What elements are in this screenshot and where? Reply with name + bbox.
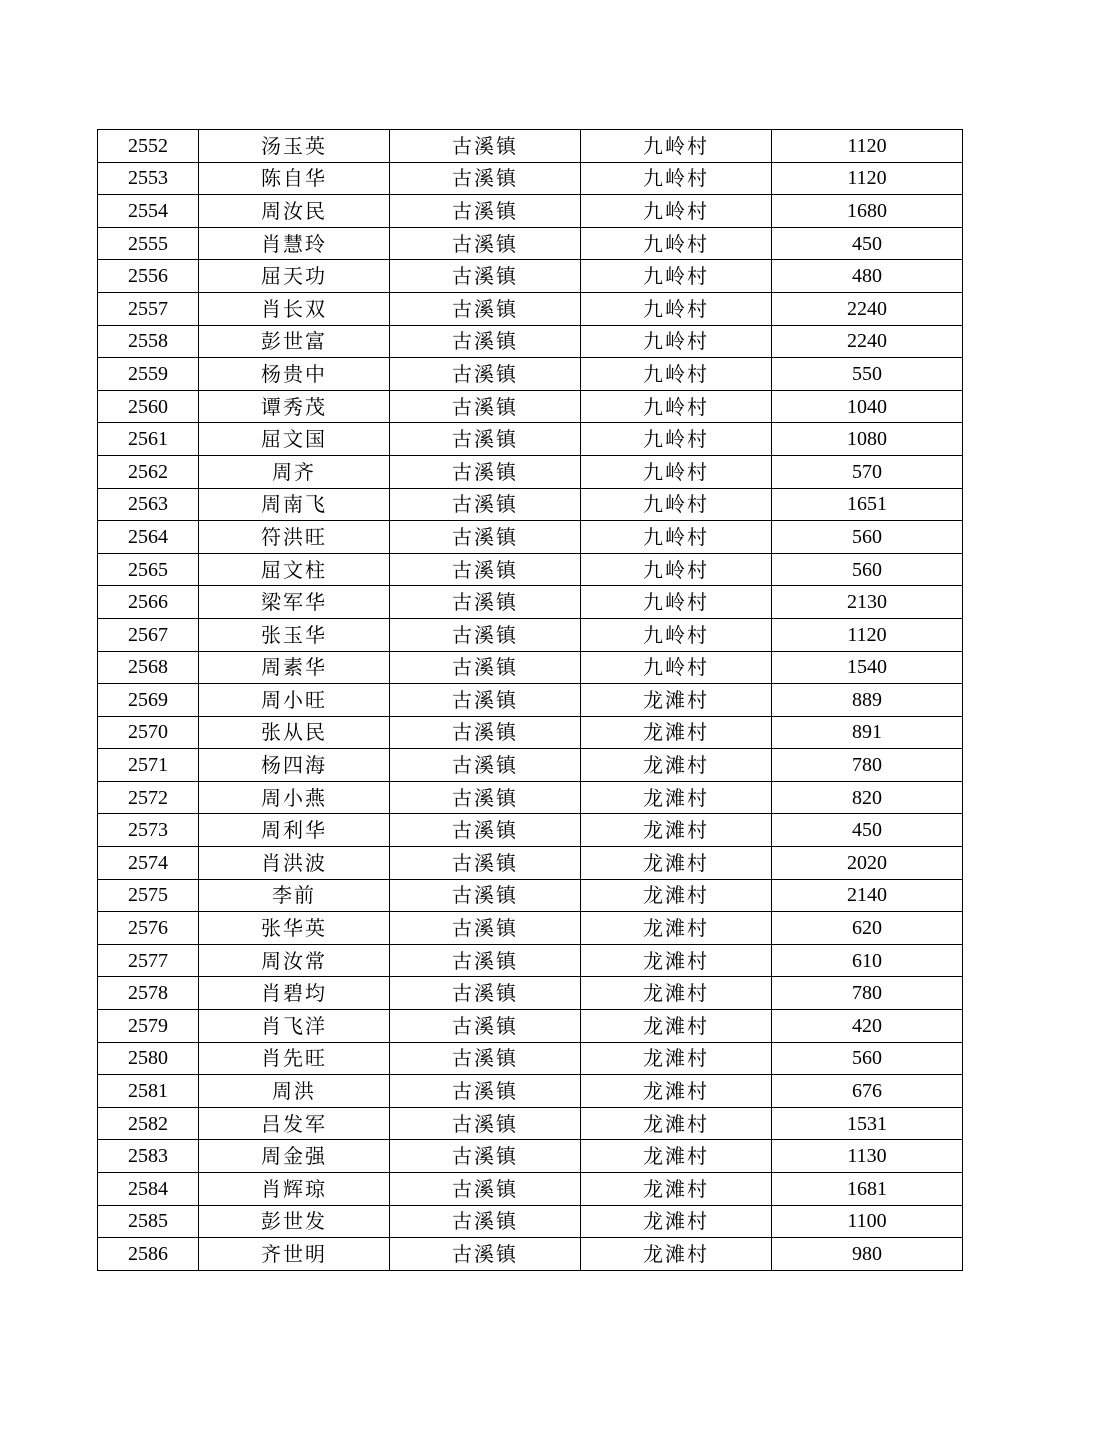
- row-number-cell: 2552: [98, 130, 199, 163]
- amount-cell: 610: [772, 944, 963, 977]
- amount-cell: 1120: [772, 130, 963, 163]
- row-number-cell: 2577: [98, 944, 199, 977]
- town-cell: 古溪镇: [390, 847, 581, 880]
- row-number-cell: 2562: [98, 455, 199, 488]
- row-number-cell: 2585: [98, 1205, 199, 1238]
- table-row: [98, 684, 963, 717]
- name-cell: 周汝民: [199, 195, 390, 228]
- village-cell: 龙滩村: [581, 716, 772, 749]
- town-cell: 古溪镇: [390, 488, 581, 521]
- town-cell: 古溪镇: [390, 1173, 581, 1206]
- table-row: [98, 618, 963, 651]
- amount-cell: 2140: [772, 879, 963, 912]
- name-cell: 张华英: [199, 912, 390, 945]
- row-number-cell: 2573: [98, 814, 199, 847]
- village-cell: 九岭村: [581, 130, 772, 163]
- table-row: [98, 912, 963, 945]
- name-cell: 杨贵中: [199, 358, 390, 391]
- amount-cell: 1531: [772, 1107, 963, 1140]
- name-cell: 梁军华: [199, 586, 390, 619]
- table-row: [98, 130, 963, 163]
- town-cell: 古溪镇: [390, 423, 581, 456]
- row-number-cell: 2582: [98, 1107, 199, 1140]
- amount-cell: 2130: [772, 586, 963, 619]
- town-cell: 古溪镇: [390, 553, 581, 586]
- row-number-cell: 2578: [98, 977, 199, 1010]
- village-cell: 龙滩村: [581, 1107, 772, 1140]
- name-cell: 屈文国: [199, 423, 390, 456]
- village-cell: 九岭村: [581, 195, 772, 228]
- town-cell: 古溪镇: [390, 586, 581, 619]
- table-row: [98, 1173, 963, 1206]
- amount-cell: 480: [772, 260, 963, 293]
- row-number-cell: 2558: [98, 325, 199, 358]
- town-cell: 古溪镇: [390, 651, 581, 684]
- table-row: [98, 1205, 963, 1238]
- town-cell: 古溪镇: [390, 1107, 581, 1140]
- row-number-cell: 2572: [98, 781, 199, 814]
- row-number-cell: 2557: [98, 292, 199, 325]
- row-number-cell: 2579: [98, 1010, 199, 1043]
- village-cell: 九岭村: [581, 521, 772, 554]
- table-row: [98, 488, 963, 521]
- amount-cell: 1130: [772, 1140, 963, 1173]
- village-cell: 九岭村: [581, 390, 772, 423]
- table-row: [98, 260, 963, 293]
- village-cell: 龙滩村: [581, 1140, 772, 1173]
- row-number-cell: 2576: [98, 912, 199, 945]
- row-number-cell: 2570: [98, 716, 199, 749]
- row-number-cell: 2561: [98, 423, 199, 456]
- name-cell: 屈天功: [199, 260, 390, 293]
- name-cell: 周汝常: [199, 944, 390, 977]
- amount-cell: 780: [772, 749, 963, 782]
- amount-cell: 889: [772, 684, 963, 717]
- row-number-cell: 2574: [98, 847, 199, 880]
- name-cell: 周利华: [199, 814, 390, 847]
- amount-cell: 450: [772, 227, 963, 260]
- village-cell: 九岭村: [581, 162, 772, 195]
- name-cell: 肖辉琼: [199, 1173, 390, 1206]
- town-cell: 古溪镇: [390, 1140, 581, 1173]
- town-cell: 古溪镇: [390, 1010, 581, 1043]
- town-cell: 古溪镇: [390, 325, 581, 358]
- amount-cell: 560: [772, 553, 963, 586]
- name-cell: 肖先旺: [199, 1042, 390, 1075]
- row-number-cell: 2563: [98, 488, 199, 521]
- village-cell: 九岭村: [581, 325, 772, 358]
- village-cell: 龙滩村: [581, 847, 772, 880]
- name-cell: 周小旺: [199, 684, 390, 717]
- row-number-cell: 2556: [98, 260, 199, 293]
- name-cell: 张从民: [199, 716, 390, 749]
- name-cell: 周小燕: [199, 781, 390, 814]
- village-cell: 龙滩村: [581, 944, 772, 977]
- table-row: [98, 227, 963, 260]
- town-cell: 古溪镇: [390, 977, 581, 1010]
- table-row: [98, 1140, 963, 1173]
- village-cell: 九岭村: [581, 260, 772, 293]
- row-number-cell: 2568: [98, 651, 199, 684]
- table-row: [98, 1075, 963, 1108]
- village-cell: 九岭村: [581, 618, 772, 651]
- village-cell: 龙滩村: [581, 1042, 772, 1075]
- table-row: [98, 195, 963, 228]
- name-cell: 彭世富: [199, 325, 390, 358]
- row-number-cell: 2575: [98, 879, 199, 912]
- name-cell: 周南飞: [199, 488, 390, 521]
- table-row: [98, 1107, 963, 1140]
- table-row: [98, 781, 963, 814]
- village-cell: 龙滩村: [581, 749, 772, 782]
- name-cell: 杨四海: [199, 749, 390, 782]
- village-cell: 龙滩村: [581, 684, 772, 717]
- town-cell: 古溪镇: [390, 1075, 581, 1108]
- table-row: [98, 521, 963, 554]
- name-cell: 符洪旺: [199, 521, 390, 554]
- amount-cell: 1681: [772, 1173, 963, 1206]
- village-cell: 九岭村: [581, 292, 772, 325]
- table-row: [98, 847, 963, 880]
- name-cell: 屈文柱: [199, 553, 390, 586]
- row-number-cell: 2555: [98, 227, 199, 260]
- town-cell: 古溪镇: [390, 1205, 581, 1238]
- table-row: [98, 455, 963, 488]
- town-cell: 古溪镇: [390, 814, 581, 847]
- village-cell: 龙滩村: [581, 879, 772, 912]
- town-cell: 古溪镇: [390, 227, 581, 260]
- town-cell: 古溪镇: [390, 716, 581, 749]
- village-cell: 九岭村: [581, 651, 772, 684]
- village-cell: 龙滩村: [581, 912, 772, 945]
- row-number-cell: 2580: [98, 1042, 199, 1075]
- table-row: [98, 651, 963, 684]
- village-cell: 九岭村: [581, 358, 772, 391]
- table-body: [98, 130, 963, 1271]
- table-row: [98, 944, 963, 977]
- name-cell: 齐世明: [199, 1238, 390, 1271]
- amount-cell: 2240: [772, 325, 963, 358]
- row-number-cell: 2567: [98, 618, 199, 651]
- amount-cell: 2020: [772, 847, 963, 880]
- row-number-cell: 2581: [98, 1075, 199, 1108]
- town-cell: 古溪镇: [390, 749, 581, 782]
- amount-cell: 570: [772, 455, 963, 488]
- name-cell: 周洪: [199, 1075, 390, 1108]
- row-number-cell: 2583: [98, 1140, 199, 1173]
- amount-cell: 1040: [772, 390, 963, 423]
- name-cell: 肖飞洋: [199, 1010, 390, 1043]
- town-cell: 古溪镇: [390, 912, 581, 945]
- town-cell: 古溪镇: [390, 358, 581, 391]
- name-cell: 陈自华: [199, 162, 390, 195]
- town-cell: 古溪镇: [390, 162, 581, 195]
- amount-cell: 2240: [772, 292, 963, 325]
- village-cell: 九岭村: [581, 455, 772, 488]
- town-cell: 古溪镇: [390, 130, 581, 163]
- town-cell: 古溪镇: [390, 390, 581, 423]
- town-cell: 古溪镇: [390, 455, 581, 488]
- town-cell: 古溪镇: [390, 292, 581, 325]
- table-row: [98, 749, 963, 782]
- amount-cell: 550: [772, 358, 963, 391]
- amount-cell: 620: [772, 912, 963, 945]
- town-cell: 古溪镇: [390, 260, 581, 293]
- data-table: [97, 129, 963, 1271]
- table-row: [98, 977, 963, 1010]
- village-cell: 龙滩村: [581, 1205, 772, 1238]
- amount-cell: 780: [772, 977, 963, 1010]
- village-cell: 九岭村: [581, 553, 772, 586]
- row-number-cell: 2560: [98, 390, 199, 423]
- amount-cell: 1120: [772, 618, 963, 651]
- village-cell: 九岭村: [581, 488, 772, 521]
- town-cell: 古溪镇: [390, 781, 581, 814]
- village-cell: 九岭村: [581, 586, 772, 619]
- amount-cell: 1680: [772, 195, 963, 228]
- table-row: [98, 1042, 963, 1075]
- table-row: [98, 553, 963, 586]
- name-cell: 肖慧玲: [199, 227, 390, 260]
- name-cell: 周齐: [199, 455, 390, 488]
- name-cell: 周金强: [199, 1140, 390, 1173]
- town-cell: 古溪镇: [390, 618, 581, 651]
- amount-cell: 1120: [772, 162, 963, 195]
- town-cell: 古溪镇: [390, 521, 581, 554]
- name-cell: 张玉华: [199, 618, 390, 651]
- name-cell: 肖碧均: [199, 977, 390, 1010]
- table-row: [98, 1238, 963, 1271]
- amount-cell: 420: [772, 1010, 963, 1043]
- row-number-cell: 2565: [98, 553, 199, 586]
- row-number-cell: 2571: [98, 749, 199, 782]
- town-cell: 古溪镇: [390, 684, 581, 717]
- town-cell: 古溪镇: [390, 944, 581, 977]
- row-number-cell: 2564: [98, 521, 199, 554]
- name-cell: 周素华: [199, 651, 390, 684]
- village-cell: 龙滩村: [581, 814, 772, 847]
- table-row: [98, 162, 963, 195]
- row-number-cell: 2586: [98, 1238, 199, 1271]
- row-number-cell: 2569: [98, 684, 199, 717]
- row-number-cell: 2553: [98, 162, 199, 195]
- village-cell: 龙滩村: [581, 977, 772, 1010]
- village-cell: 龙滩村: [581, 1173, 772, 1206]
- amount-cell: 820: [772, 781, 963, 814]
- village-cell: 九岭村: [581, 227, 772, 260]
- amount-cell: 560: [772, 1042, 963, 1075]
- amount-cell: 891: [772, 716, 963, 749]
- amount-cell: 676: [772, 1075, 963, 1108]
- table-row: [98, 325, 963, 358]
- amount-cell: 560: [772, 521, 963, 554]
- table-row: [98, 879, 963, 912]
- table-row: [98, 390, 963, 423]
- town-cell: 古溪镇: [390, 1042, 581, 1075]
- amount-cell: 1651: [772, 488, 963, 521]
- row-number-cell: 2559: [98, 358, 199, 391]
- table-row: [98, 814, 963, 847]
- name-cell: 汤玉英: [199, 130, 390, 163]
- table-row: [98, 292, 963, 325]
- amount-cell: 1540: [772, 651, 963, 684]
- village-cell: 龙滩村: [581, 1075, 772, 1108]
- table-row: [98, 716, 963, 749]
- town-cell: 古溪镇: [390, 879, 581, 912]
- table-row: [98, 1010, 963, 1043]
- name-cell: 李前: [199, 879, 390, 912]
- name-cell: 吕发军: [199, 1107, 390, 1140]
- name-cell: 谭秀茂: [199, 390, 390, 423]
- amount-cell: 980: [772, 1238, 963, 1271]
- village-cell: 龙滩村: [581, 781, 772, 814]
- row-number-cell: 2554: [98, 195, 199, 228]
- row-number-cell: 2584: [98, 1173, 199, 1206]
- village-cell: 九岭村: [581, 423, 772, 456]
- name-cell: 肖洪波: [199, 847, 390, 880]
- row-number-cell: 2566: [98, 586, 199, 619]
- table-row: [98, 586, 963, 619]
- town-cell: 古溪镇: [390, 1238, 581, 1271]
- table-row: [98, 358, 963, 391]
- amount-cell: 1100: [772, 1205, 963, 1238]
- amount-cell: 1080: [772, 423, 963, 456]
- town-cell: 古溪镇: [390, 195, 581, 228]
- name-cell: 肖长双: [199, 292, 390, 325]
- village-cell: 龙滩村: [581, 1238, 772, 1271]
- table-row: [98, 423, 963, 456]
- village-cell: 龙滩村: [581, 1010, 772, 1043]
- amount-cell: 450: [772, 814, 963, 847]
- name-cell: 彭世发: [199, 1205, 390, 1238]
